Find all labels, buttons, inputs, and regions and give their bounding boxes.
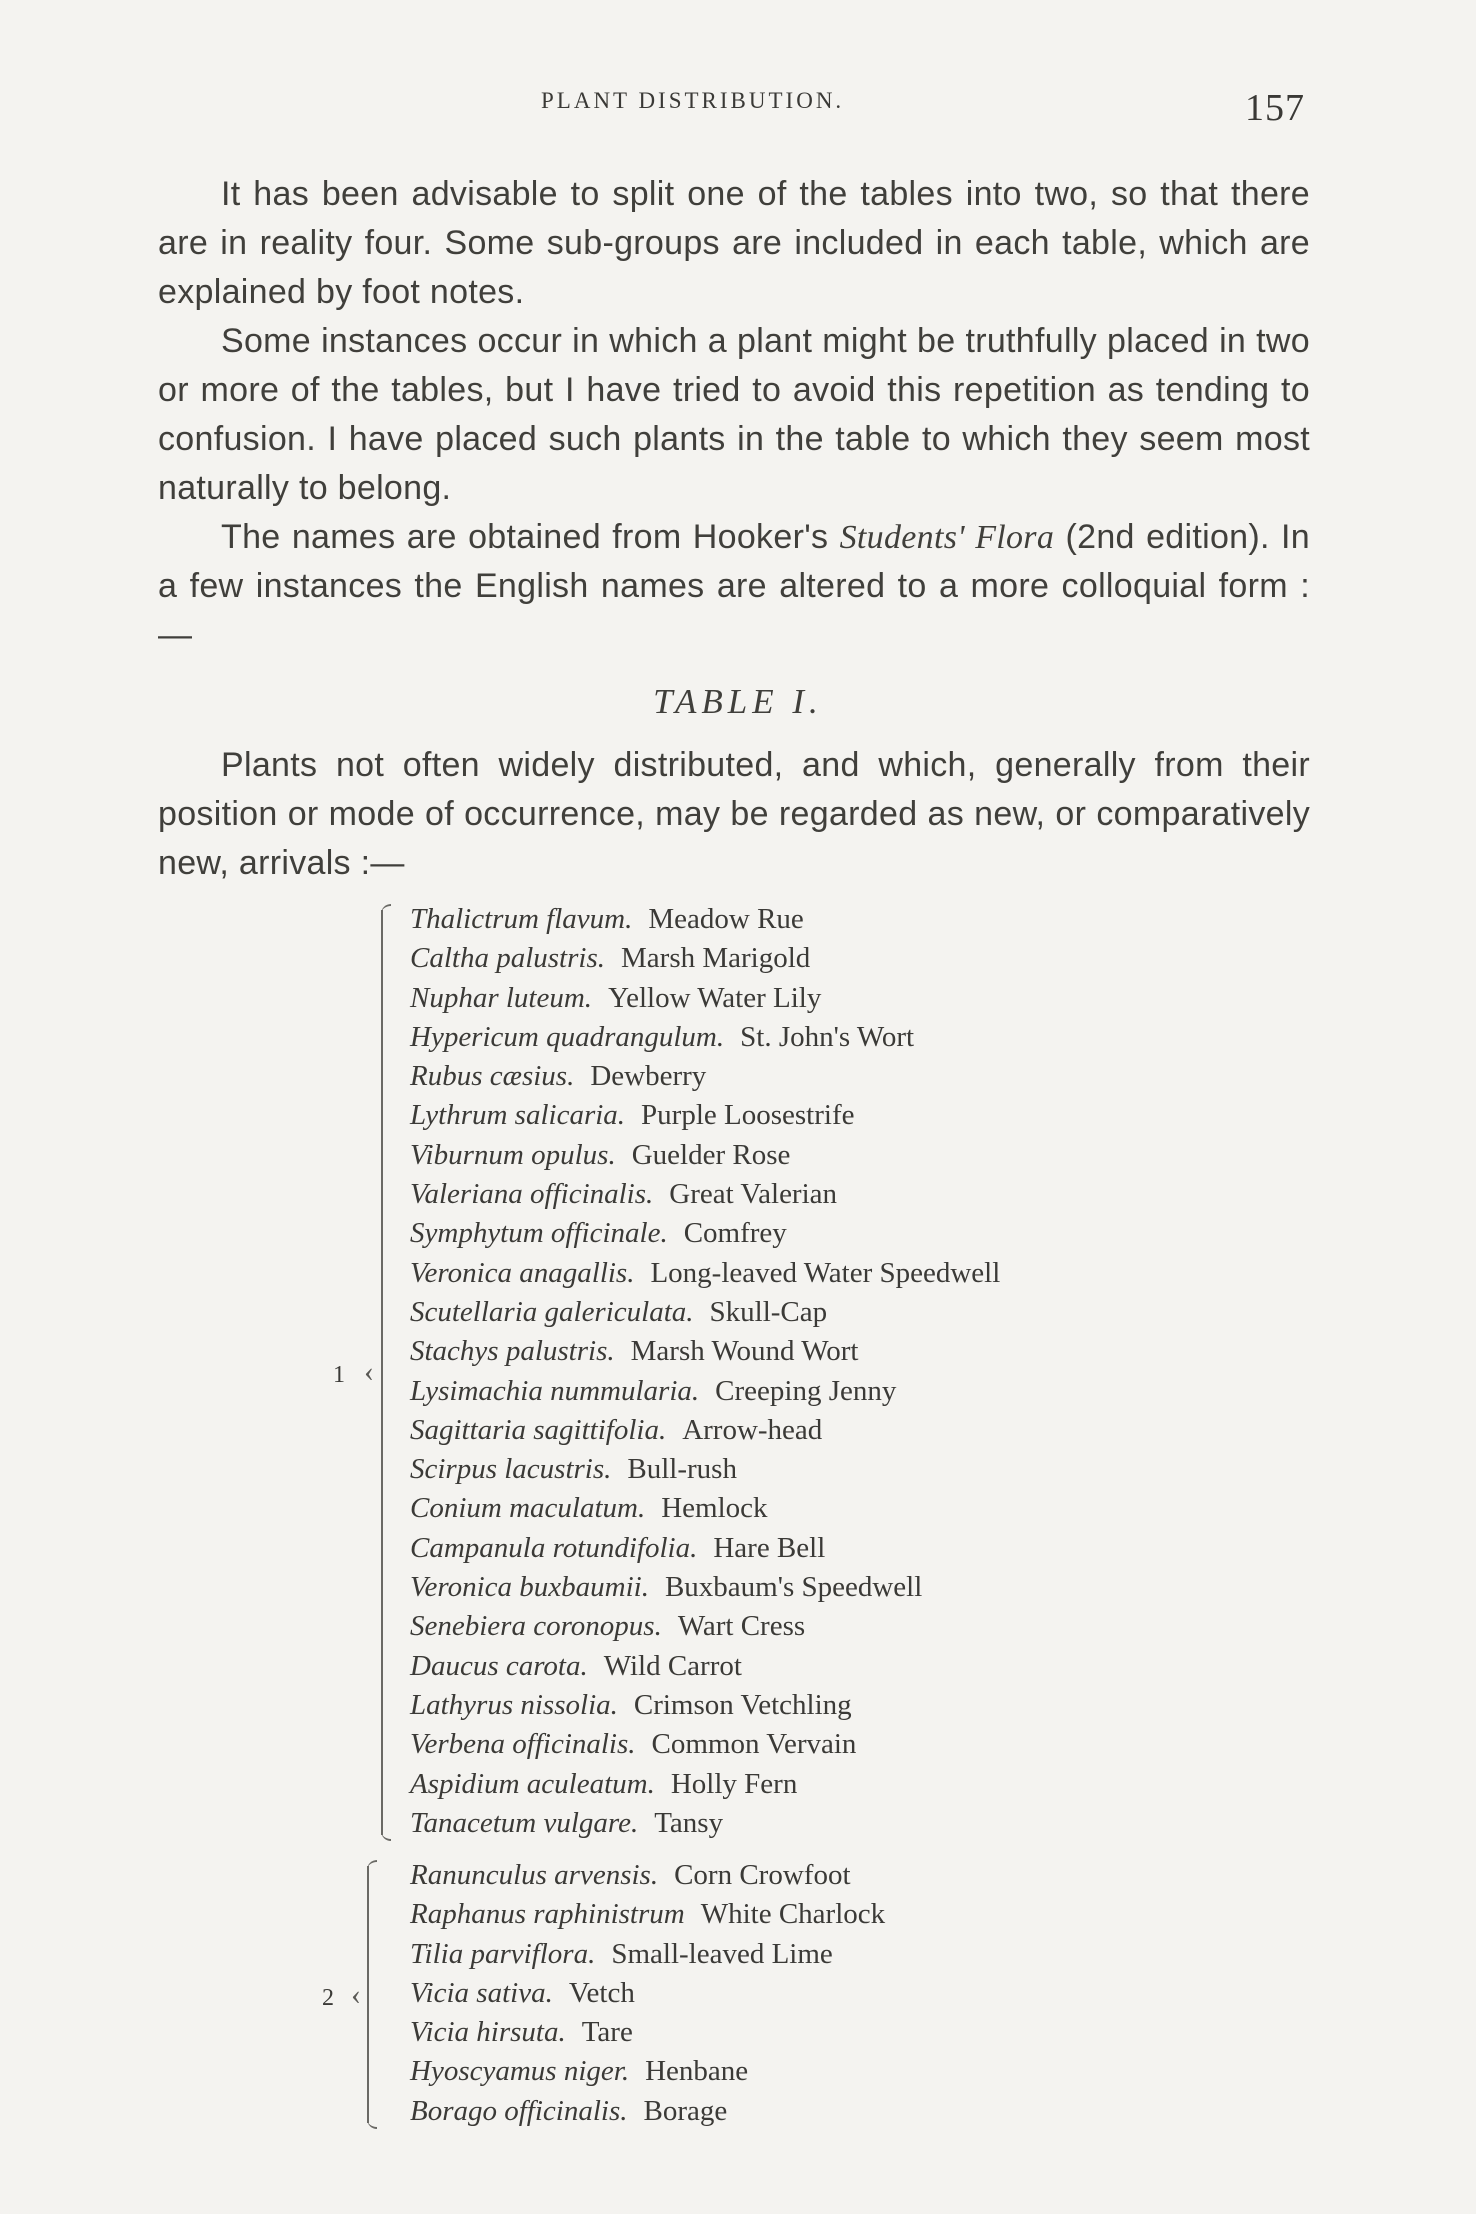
plant-entry — [410, 1647, 1000, 1686]
latin-name: Raphanus raphinistrum — [410, 1898, 685, 1931]
common-name: Vetch — [568, 1976, 635, 2009]
common-name: Tansy — [654, 1806, 724, 1839]
common-name: Borage — [643, 2094, 728, 2127]
table-description-paragraph: Plants not often widely distributed, and which, generally from their position or mode of occurrence, may be regarded as new, or comparatively new, arrivals :— — [158, 746, 1310, 882]
latin-name: Hyoscyamus niger. — [410, 2055, 630, 2088]
bracket-tip: ‹ — [364, 1355, 374, 1388]
latin-name: Lysimachia nummularia. — [410, 1374, 700, 1407]
latin-name: Aspidium aculeatum. — [410, 1767, 655, 1800]
latin-name: Viburnum opulus. — [410, 1138, 616, 1171]
common-name: Dewberry — [590, 1060, 707, 1093]
plant-entry — [410, 1725, 1000, 1764]
latin-name: Tilia parviflora. — [410, 1937, 596, 1970]
latin-name: Valeriana officinalis. — [410, 1178, 654, 1211]
common-name: Common Vervain — [651, 1728, 857, 1761]
plant-entry — [410, 2092, 885, 2131]
latin-name: Veronica anagallis. — [410, 1256, 635, 1289]
plant-entry — [410, 1136, 1000, 1175]
common-name: Marsh Wound Wort — [630, 1335, 859, 1368]
latin-name: Hypericum quadrangulum. — [410, 1020, 725, 1053]
table-heading: TABLE I. — [653, 682, 823, 721]
plant-entry — [410, 939, 1000, 978]
latin-name: Lythrum salicaria. — [410, 1099, 626, 1132]
plant-entry — [410, 1529, 1000, 1568]
latin-name: Conium maculatum. — [410, 1492, 646, 1525]
plant-entry — [410, 979, 1000, 1018]
common-name: Small-leaved Lime — [611, 1937, 833, 1970]
plant-list — [410, 900, 1000, 1843]
intro-text — [158, 170, 1310, 660]
common-name: Buxbaum's Speedwell — [664, 1571, 923, 1604]
latin-name: Tanacetum vulgare. — [410, 1806, 639, 1839]
intro-paragraph: Some instances occur in which a plant might be truthfully placed in two or more of the tables, but I have tried to avoid this repetition as tending to confusion. I have placed such plants in the table to which they seem most naturally to belong. — [158, 322, 1310, 507]
common-name: Long-leaved Water Speedwell — [650, 1256, 1001, 1289]
plant-entry — [410, 2013, 885, 2052]
latin-name: Daucus carota. — [410, 1649, 588, 1682]
common-name: Crimson Vetchling — [633, 1688, 852, 1721]
latin-name: Scutellaria galericulata. — [410, 1295, 694, 1328]
common-name: Guelder Rose — [631, 1138, 791, 1171]
latin-name: Stachys palustris. — [410, 1335, 615, 1368]
bracket-tip: ‹ — [351, 1978, 361, 2011]
common-name: Arrow-head — [682, 1413, 823, 1446]
latin-name: Vicia hirsuta. — [410, 2016, 566, 2049]
plant-list — [410, 1856, 885, 2131]
plant-entry — [410, 1765, 1000, 1804]
plant-entry — [410, 2052, 885, 2091]
plant-entry — [410, 1450, 1000, 1489]
plant-entry — [410, 1332, 1000, 1371]
plant-entry — [410, 1935, 885, 1974]
plant-entry — [410, 1293, 1000, 1332]
common-name: Henbane — [645, 2055, 749, 2088]
plant-entry — [410, 900, 1000, 939]
latin-name: Lathyrus nissolia. — [410, 1688, 618, 1721]
plant-entry — [410, 1372, 1000, 1411]
latin-name: Vicia sativa. — [410, 1976, 553, 2009]
intro-text-segment: (2nd edition). In a few instances the English names are altered to a more colloquial form :— — [158, 518, 1311, 654]
common-name: Wild Carrot — [603, 1649, 742, 1682]
latin-name: Veronica buxbaumii. — [410, 1571, 649, 1604]
common-name: Corn Crowfoot — [674, 1859, 851, 1891]
latin-name: Rubus cæsius. — [410, 1060, 575, 1093]
common-name: White Charlock — [700, 1898, 886, 1931]
latin-name: Campanula rotundifolia. — [410, 1531, 698, 1564]
common-name: Skull-Cap — [709, 1295, 828, 1328]
common-name: St. John's Wort — [740, 1020, 915, 1053]
latin-name: Scirpus lacustris. — [410, 1453, 612, 1486]
plant-entry — [410, 1057, 1000, 1096]
common-name: Hare Bell — [713, 1531, 826, 1564]
common-name: Bull-rush — [627, 1453, 737, 1486]
plant-entry — [410, 1686, 1000, 1725]
latin-name: Verbena officinalis. — [410, 1728, 636, 1761]
table-description — [158, 741, 1310, 888]
plant-entry — [410, 1804, 1000, 1843]
plant-entry — [410, 1489, 1000, 1528]
common-name: Great Valerian — [669, 1178, 838, 1211]
plant-entry — [410, 1607, 1000, 1646]
plant-entry — [410, 1214, 1000, 1253]
common-name: Creeping Jenny — [715, 1374, 897, 1407]
running-title: PLANT DISTRIBUTION. — [541, 88, 845, 113]
group-bracket — [367, 1866, 383, 2123]
common-name: Hemlock — [661, 1492, 768, 1525]
common-name: Purple Loosestrife — [641, 1099, 855, 1132]
plant-entry — [410, 1411, 1000, 1450]
common-name: Yellow Water Lily — [608, 981, 822, 1014]
latin-name: Thalictrum flavum. — [410, 903, 633, 935]
common-name: Tare — [581, 2016, 633, 2049]
plant-entry — [410, 1018, 1000, 1057]
common-name: Comfrey — [683, 1217, 787, 1250]
group-number: 1 — [333, 1362, 345, 1388]
latin-name: Senebiera coronopus. — [410, 1610, 662, 1643]
common-name: Wart Cress — [677, 1610, 806, 1643]
plant-entry — [410, 1175, 1000, 1214]
latin-name: Sagittaria sagittifolia. — [410, 1413, 667, 1446]
latin-name: Ranunculus arvensis. — [410, 1859, 659, 1891]
plant-entry — [410, 1856, 885, 1895]
intro-text-segment: The names are obtained from Hooker's — [221, 518, 840, 556]
latin-name: Caltha palustris. — [410, 942, 605, 975]
plant-entry — [410, 1254, 1000, 1293]
common-name: Holly Fern — [670, 1767, 798, 1800]
plant-group-1 — [410, 900, 1000, 1843]
intro-paragraph: It has been advisable to split one of the tables into two, so that there are in reality four. Some sub-groups are included in each table, which are explained by foot notes. — [158, 175, 1310, 311]
intro-paragraph — [158, 513, 1310, 660]
common-name: Meadow Rue — [648, 903, 804, 935]
group-number: 2 — [322, 1985, 334, 2011]
plant-entry — [410, 1568, 1000, 1607]
plant-entry — [410, 1895, 885, 1934]
latin-name: Nuphar luteum. — [410, 981, 593, 1014]
plant-entry — [410, 1096, 1000, 1135]
common-name: Marsh Marigold — [621, 942, 811, 975]
plant-group-2 — [410, 1856, 885, 2131]
group-bracket — [381, 910, 397, 1835]
book-title-reference: Students' Flora — [839, 519, 1055, 556]
plant-entry — [410, 1974, 885, 2013]
page-number: 157 — [1245, 87, 1305, 129]
latin-name: Borago officinalis. — [410, 2094, 628, 2127]
latin-name: Symphytum officinale. — [410, 1217, 668, 1250]
